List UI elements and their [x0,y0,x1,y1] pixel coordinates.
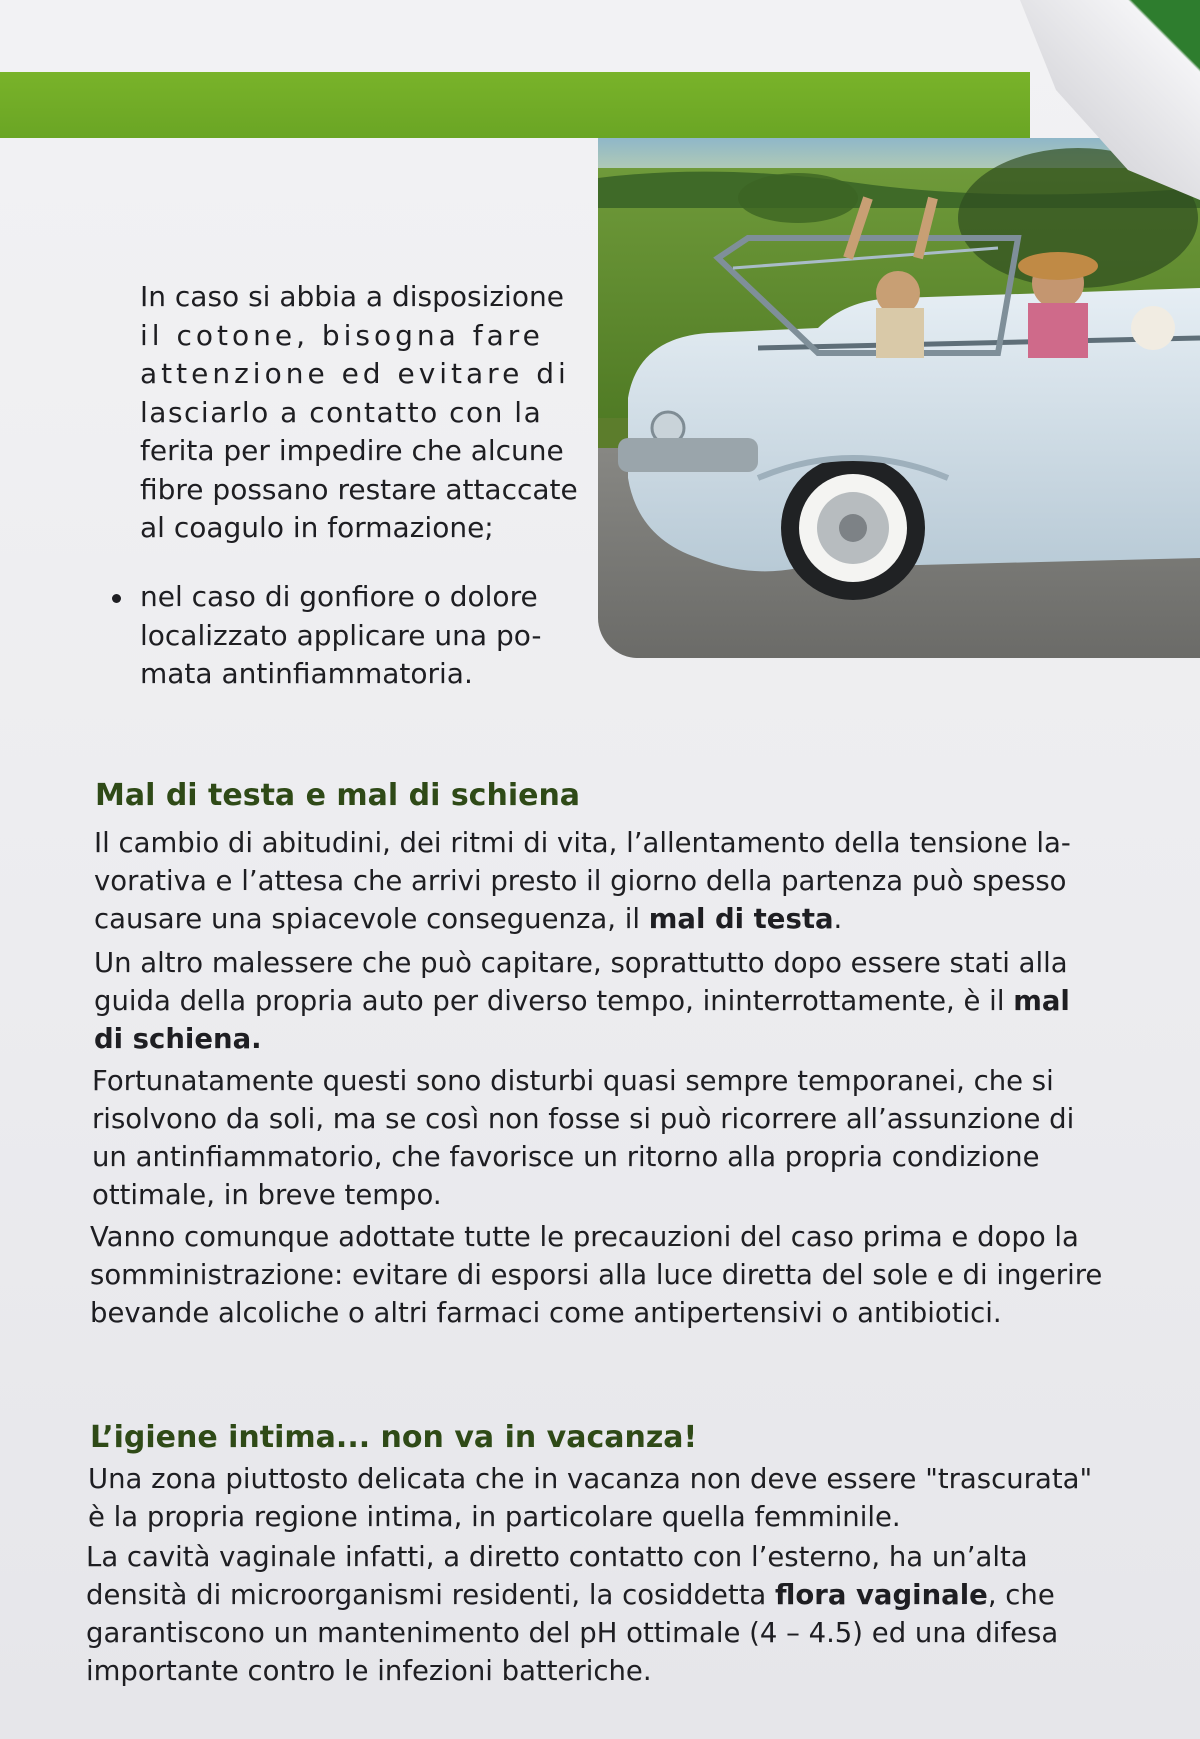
text-line: garantiscono un mantenimento del pH ottimale (4 – 4.5) ed una difesa [86,1617,1059,1649]
text-run: . [833,903,843,935]
bullet-icon [112,594,121,603]
paragraph [90,1218,1130,1332]
text-line: un antinfiammatorio, che favorisce un ritorno alla propria condizione [92,1141,1040,1173]
paragraph [94,824,1134,938]
text-run: densità di microorganismi residenti, la cosiddetta [86,1579,776,1611]
text-line: al coagulo in formazione; [140,511,494,544]
text-line [94,1020,1134,1058]
text-line: ferita per impedire che alcune [140,434,564,467]
text-line: La cavità vaginale infatti, a diretto contatto con l’esterno, ha un’alta [86,1541,1028,1573]
text-line: Vanno comunque adottate tutte le precauzioni del caso prima e dopo la [90,1221,1079,1253]
text-line: Un altro malessere che può capitare, soprattutto dopo essere stati alla [94,947,1068,979]
text-line: mata antinfiammatoria. [140,657,473,690]
text-run: causare una spiacevole conseguenza, il [94,903,649,935]
text-line: attenzione ed evitare di [140,357,570,390]
text-line: è la propria regione intima, in particolare quella femminile. [88,1501,901,1533]
bold-term: flora vaginale [775,1579,988,1611]
paragraph [92,1062,1132,1214]
text-run: guida della propria auto per diverso tempo, ininterrottamente, è il [94,985,1014,1017]
text-line: lasciarlo a contatto con la [140,395,543,429]
text-line: somministrazione: evitare di esporsi alla luce diretta del sole e di ingerire [90,1259,1103,1291]
text-line: risolvono da soli, ma se così non fosse si può ricorrere all’assunzione di [92,1103,1075,1135]
text-line: vorativa e l’attesa che arrivi presto il giorno della partenza può spesso [94,865,1067,897]
intro-paragraph [140,278,578,548]
text-line: Fortunatamente questi sono disturbi quasi sempre temporanei, che si [92,1065,1054,1097]
text-line: nel caso di gonfiore o dolore [140,580,538,613]
text-line [94,982,1134,1020]
text-line: In caso si abbia a disposizione [140,280,564,313]
section-heading-headache: Mal di testa e mal di schiena [95,778,581,813]
text-line: Il cambio di abitudini, dei ritmi di vita, l’allentamento della tensione la- [94,827,1071,859]
text-line: fibre possano restare attaccate [140,472,578,506]
bullet-list-item [140,578,580,694]
text-line: il cotone, bisogna fare [140,318,544,352]
text-line: Una zona piuttosto delicata che in vacanza non deve essere "trascurata" [88,1463,1093,1495]
bold-term: mal [1013,985,1070,1017]
bold-term: di schiena. [94,1023,262,1055]
text-line: importante contro le infezioni batteriche. [86,1655,652,1687]
section-heading-intimate-hygiene: L’igiene intima... non va in vacanza! [90,1420,698,1455]
text-line [94,900,1134,938]
text-run: , che [987,1579,1055,1611]
car-photo [598,138,1200,658]
paragraph [86,1538,1126,1690]
text-line: ottimale, in breve tempo. [92,1179,442,1211]
green-header-band [0,72,1030,138]
text-line [86,1576,1126,1614]
paragraph [94,944,1134,1058]
text-line: localizzato applicare una po- [140,618,542,652]
text-line: bevande alcoliche o altri farmaci come antipertensivi o antibiotici. [90,1297,1002,1329]
bold-term: mal di testa [648,903,834,935]
paragraph [88,1460,1128,1536]
